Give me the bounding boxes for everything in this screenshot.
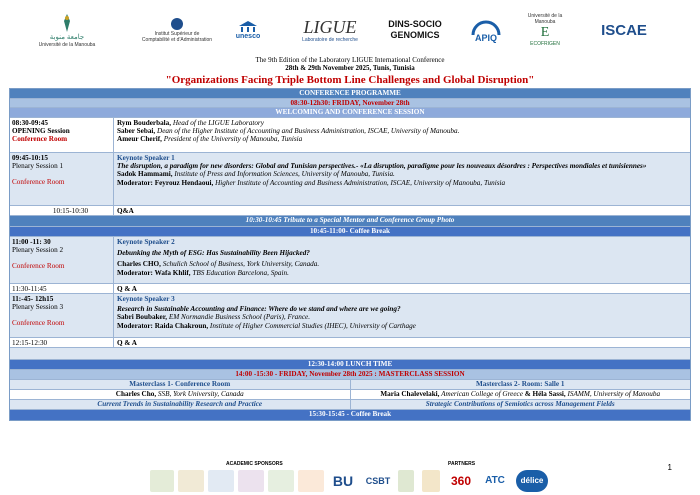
plenary3-row [10,294,690,338]
masterclass-title: 14:00 -15:30 - FRIDAY, November 28th 2025 : MASTERCLASS SESSION [10,370,690,380]
dins-socio-logo: DINS-SOCIO GENOMICS [388,19,442,40]
programme-title: CONFERENCE PROGRAMME [10,89,690,99]
ecofrigen-logo: Université de la Manouba E ECOFRIGEN [527,13,563,47]
bu-logo: BU [332,473,354,489]
plenary2-content: Keynote Speaker 2 Debunking the Myth of ESG: Has Sustainability Been Hijacked? Charles CHO, Schulich School of Business, York University, Canada. Moderator: Wafa Khlif, TBS Education Barcelona, Spain. [117,238,320,277]
plenary2-row [10,237,690,284]
manouba-logo: جامعة منوبة Université de la Manouba [32,8,102,52]
qa1-row: 10:15-10:30 Q&A [10,206,690,216]
programme-table [9,88,691,421]
partners-label: PARTNERS [448,461,476,467]
unesco-temple-icon [237,20,259,34]
masterclass-speakers: Charles Cho, SSB, York University, Canada Maria Chalevelaki, American College of Greece & Héla Sassi, ISAMM, University of Manouba [10,390,690,400]
plenary1-left: 09:45-10:15 Plenary Session 1 Conference Room [10,153,114,205]
sponsor-logo-4 [238,470,264,492]
sponsors-label: ACADEMIC SPONSORS [226,461,283,467]
sponsor-logo-6 [298,470,324,492]
plenary3-left: 11:-45- 12h15 Plenary Session 3 Conference Room [10,294,114,337]
ligue-logo: LIGUE Laboratoire de recherche [302,17,358,43]
iscae-logo: ISCAE [601,21,647,39]
plenary2-left: 11:00 -11: 30 Plenary Session 2 Conference Room [10,237,114,283]
manouba-emblem-icon [56,12,78,34]
svg-text:APIQ: APIQ [474,33,498,43]
partner-delice-logo: délice [516,470,548,492]
conference-title: "Organizations Facing Triple Bottom Line Challenges and Global Disruption" [165,74,535,86]
plenary1-content: Keynote Speaker 1 The disruption, a paradigm for new disorders: Global and Tunisian perspectives.- «La disruption, paradigme pour les nouveaux désordres : Perspectives mondiales et tunisiennes» Sadok Hammami, Institute of Press and Information Sciences, University of Manouba, Tunisia. Moderator: Feyrouz Hendaoui, Higher Institute of Accounting and Business Administration, ISCAE, University of Manouba, Tunisia [117,154,647,187]
plenary3-content: Keynote Speaker 3 Research in Sustainable Accounting and Finance: Where do we stand and where are we going? Sabri Boubaker, EM Normandie Business School (Paris), France. Moderator: Raida Chakroun, Institute of Higher Commercial Studies (IHEC), University of Carthage [117,295,416,330]
opening-left: 08:30-09:45 OPENING Session Conference Room [10,118,114,152]
page-number: 1 [667,463,672,472]
plenary1-row [10,153,690,206]
unesco-logo: unesco [230,8,266,52]
iscae-mini-logo: Institut Supérieur de Comptabilité et d'Administration [122,8,232,52]
apiq-logo [458,8,514,52]
lunch-row: 12:30-14:00 LUNCH TIME [10,360,690,370]
opening-speakers: Rym Bouderbala, Head of the LIGUE Laboratory Saber Sebai, Dean of the Higher Institute of Accounting and Business Administration, ISCAE, University of Manouba. Ameur Cherif, President of the University of Manouba, Tunisia [117,119,460,144]
csbt-logo: CSBT [365,476,391,486]
iscae-seal-icon [170,17,184,31]
day-slot: 08:30-12h30: FRIDAY, November 28th [10,99,690,108]
edition-line: The 9th Edition of the Laboratory LIGUE International Conference [255,56,445,64]
qa3-row: 12:15-12:30 Q & A [10,338,690,348]
tribute-row: 10:30-10:45 Tribute to a Special Mentor and Conference Group Photo [10,216,690,227]
qa2-row: 11:30-11:45 Q & A [10,284,690,294]
sponsor-logo-1 [150,470,174,492]
sponsor-logo-2 [178,470,204,492]
sponsor-footer [140,461,560,495]
sponsor-logo-5 [268,470,294,492]
spacer-row [10,348,690,360]
logo-strip [30,8,670,56]
partner-atc-logo: ATC [485,475,505,486]
opening-row [10,118,690,153]
sponsor-logo-9 [398,470,414,492]
partner-logo-1 [422,470,440,492]
masterclass-topics: Current Trends in Sustainability Research and Practice Strategic Contributions of Semiotics across Management Fields [10,400,690,410]
partner-360-logo: 360 [450,474,472,488]
sponsor-logo-3 [208,470,234,492]
masterclass-rooms [10,380,690,390]
welcome-title: WELCOMING AND CONFERENCE SESSION [10,108,690,118]
coffee-break-2: 15:30-15:45 - Coffee Break [10,410,690,420]
date-line: 28th & 29th November 2025, Tunis, Tunisia [285,64,415,72]
apiq-emblem-icon [469,15,503,45]
coffee-break-1: 10:45-11:00- Coffee Break [10,227,690,237]
mc1-title: Masterclass 1- Conference Room [10,380,351,389]
mc2-title: Masterclass 2- Room: Salle 1 [476,380,565,388]
